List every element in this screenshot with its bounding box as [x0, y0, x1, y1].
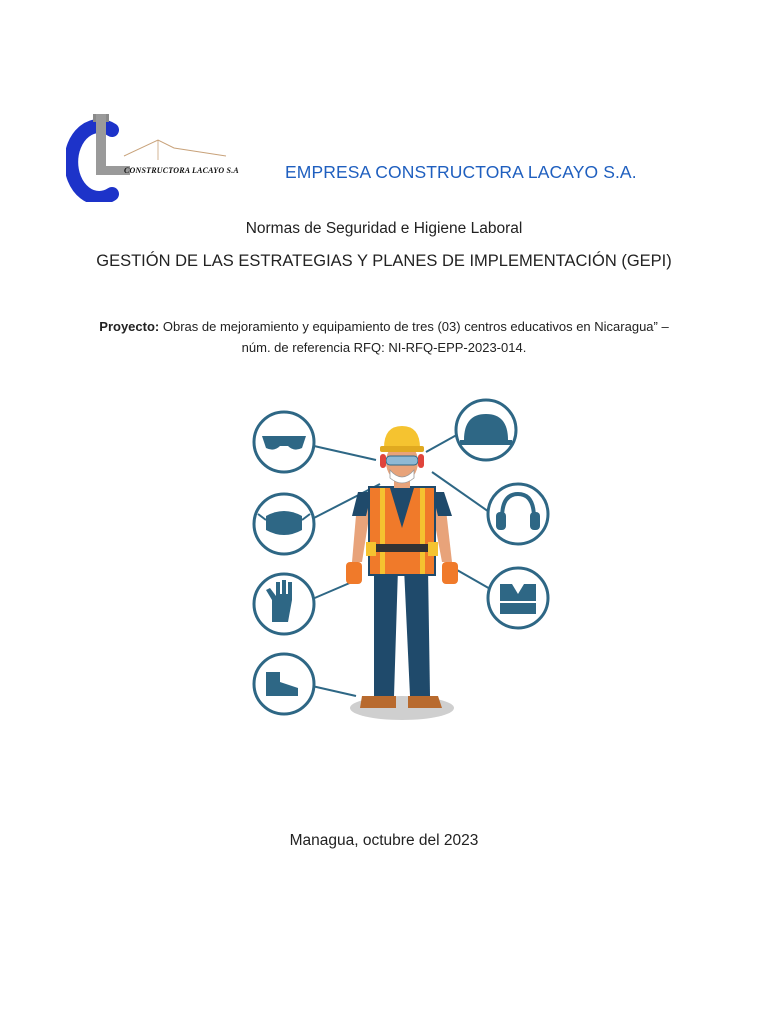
construction-worker: [346, 426, 458, 720]
project-description: [90, 316, 678, 358]
ppe-illustration: [244, 396, 564, 728]
safety-boot-icon: [254, 654, 314, 714]
gloves-icon: [254, 574, 314, 634]
project-line-2: núm. de referencia RFQ: NI-RFQ-EPP-2023-014.: [241, 340, 527, 355]
hard-hat-icon: [456, 400, 516, 460]
safety-vest-icon: [488, 568, 548, 628]
place-date: Managua, octubre del 2023: [289, 832, 479, 849]
ear-muffs-icon: [488, 484, 548, 544]
project-line-1: Obras de mejoramiento y equipamiento de tres (03) centros educativos en Nicaragua” –: [162, 319, 669, 334]
document-title: GESTIÓN DE LAS ESTRATEGIAS Y PLANES DE IMPLEMENTACIÓN (GEPI): [96, 252, 672, 270]
document-subtitle: Normas de Seguridad e Higiene Laboral: [245, 220, 523, 237]
company-name: EMPRESA CONSTRUCTORA LACAYO S.A.: [285, 162, 637, 182]
project-label: Proyecto:: [99, 319, 160, 334]
logo-text: CONSTRUCTORA LACAYO S.A: [124, 166, 239, 175]
face-mask-icon: [254, 494, 314, 554]
safety-glasses-icon: [254, 412, 314, 472]
company-logo: [66, 110, 246, 202]
